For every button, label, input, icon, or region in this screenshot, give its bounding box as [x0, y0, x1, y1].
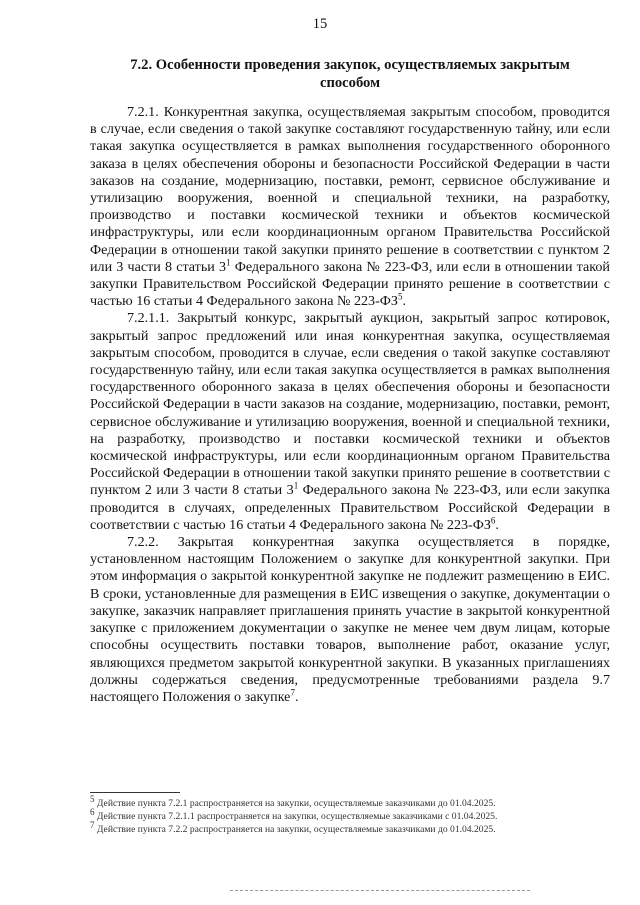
document-body: [90, 104, 610, 706]
footnote-mark: 7: [90, 819, 95, 830]
scan-edge-line: [230, 890, 530, 891]
section-title: [90, 56, 610, 92]
paragraph-text: Федерального закона № 223-ФЗ, или если закупка проводится в случаях, определенных Правительством Российской Федерации в соответствии с частью 16 статьи 4 Федерального закона № 223-ФЗ: [90, 482, 610, 533]
section-title-line1: 7.2. Особенности проведения закупок, осуществляемых закрытым: [130, 57, 570, 73]
footnotes: [90, 793, 610, 836]
paragraph-7-2-1-1: [90, 310, 610, 534]
footnote: [90, 819, 610, 836]
footnote-mark: 5: [90, 793, 95, 804]
footnote-text: Действие пункта 7.2.1 распространяется на закупки, осуществляемые заказчиками до 01.04.2025.: [94, 798, 496, 809]
paragraph-text: 7.2.2. Закрытая конкурентная закупка осуществляется в порядке, установленном настоящим Положением о закупке для конкурентной закупки. При этом информация о закрытой конкурентной закупке не подлежит размещению в ЕИС. В сроки, установленные для размещения в ЕИС извещения о закупке, документации о закупке, заказчик направляет приглашения принять участие в закрытой конкурентной закупке с приложением документации о закупке не менее чем двум лицам, которые способны осуществить поставки товаров, выполнение работ, оказание услуг, являющихся предметом закрытой конкурентной закупки. В указанных приглашениях должны содержаться сведения, предусмотренные требованиями раздела 9.7 настоящего Положения о закупке: [90, 534, 610, 705]
footnote: [90, 806, 610, 823]
paragraph-7-2-1: [90, 104, 610, 310]
superscript: 1: [293, 480, 299, 491]
paragraph-end: .: [402, 293, 407, 310]
paragraph-text: Федерального закона № 223-ФЗ, или если в отношении такой закупки Правительством Российской Федерации принято решение в соответствии с частью 16 статьи 4 Федерального закона № 223-ФЗ: [90, 258, 610, 310]
footnote-text: Действие пункта 7.2.1.1 распространяется на закупки, осуществляемые заказчиками с 01.04.2025.: [94, 811, 498, 822]
footnote-ref: 6: [490, 515, 496, 526]
footnote-ref: 5: [397, 291, 403, 302]
paragraph-text: 7.2.1. Конкурентная закупка, осуществляемая закрытым способом, проводится в случае, если сведения о такой закупке составляют государственную тайну, или если такая закупка осуществляется в рамках выполнения государственного оборонного заказа в целях обеспечения обороны и безопасности Российской Федерации в части заказов на создание, модернизацию, поставки, ремонт, сервисное обслуживание и утилизацию вооружения, военной и специальной техники, на разработку, производство и поставки космической техники и объектов космической инфраструктуры, или если координационным органом Правительства Российской Федерации в отношении такой закупки принято решение в соответствии с пунктом 2 или 3 части 8 статьи 3: [90, 104, 610, 275]
paragraph-text: 7.2.1.1. Закрытый конкурс, закрытый аукцион, закрытый запрос котировок, закрытый запрос предложений или иная конкурентная закупка, осуществляемая закрытым способом, проводится в случае, если сведения о такой закупке составляют государственную тайну, или если такая закупка осуществляется в рамках выполнения государственного оборонного заказа в целях обеспечения обороны и безопасности Российской Федерации в части заказов на создание, модернизацию, поставки, ремонт, сервисное обслуживание и утилизацию вооружения, военной и специальной техники, на разработку, производство и поставки космической техники и объектов космической инфраструктуры, или если координационным органом Правительства Российской Федерации в отношении такой закупки принято решение в соответствии с пунктом 2 или 3 части 8 статьи 3: [90, 310, 610, 499]
paragraph-7-2-2: [90, 534, 610, 706]
footnote-separator: [90, 792, 180, 793]
footnote-mark: 6: [90, 806, 95, 817]
footnote: [90, 793, 610, 810]
page-number: 15: [312, 16, 328, 32]
superscript: 1: [226, 257, 231, 268]
footnote-ref: 7: [290, 687, 295, 698]
paragraph-end: .: [294, 688, 299, 705]
footnote-text: Действие пункта 7.2.2 распространяется на закупки, осуществляемые заказчиками до 01.04.2025.: [94, 824, 496, 835]
paragraph-end: .: [495, 516, 499, 533]
section-title-line2: способом: [319, 75, 381, 91]
